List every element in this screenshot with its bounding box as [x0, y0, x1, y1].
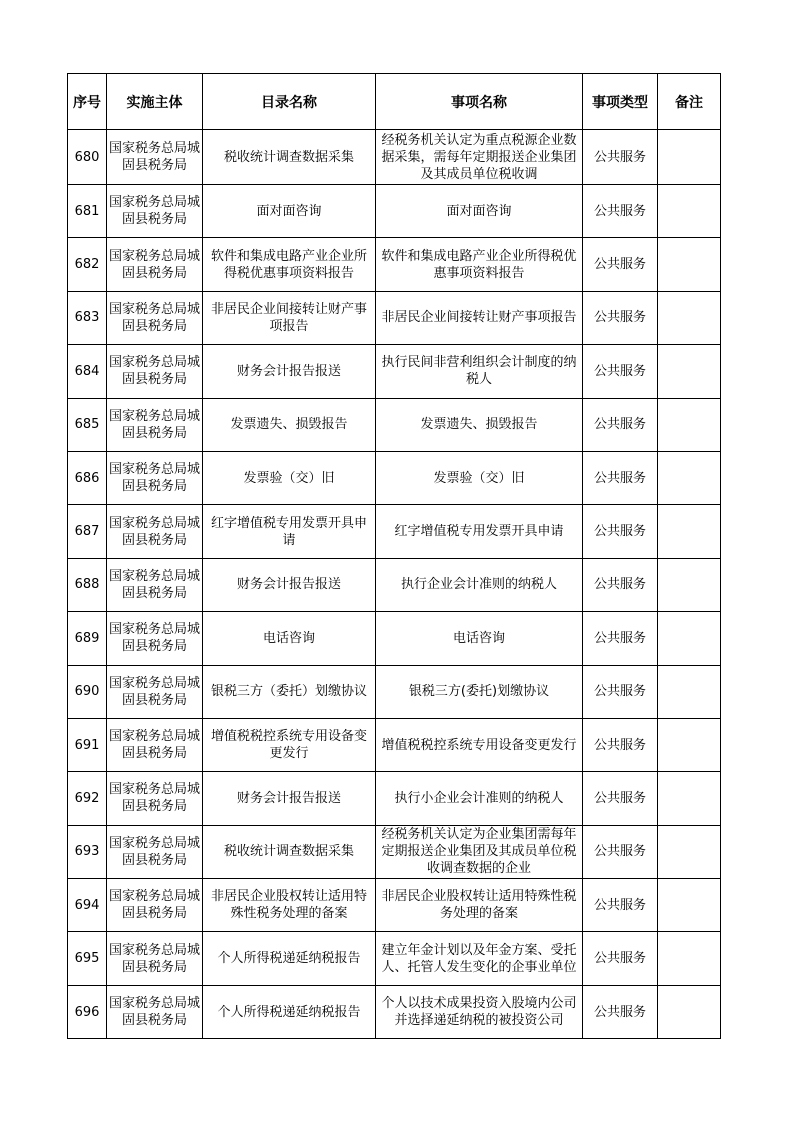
table-header: [68, 74, 721, 130]
cell-item-type: [583, 130, 658, 185]
cell-implementing-body-text: 国家税务总局城固县税务局: [109, 835, 200, 868]
cell-item-name-text: 建立年金计划以及年金方案、受托人、托管人发生变化的企事业单位: [381, 942, 577, 975]
table-row: [68, 718, 721, 771]
cell-item-name-text: 增值税税控系统专用设备变更发行: [381, 737, 577, 753]
cell-item-name-text: 软件和集成电路产业企业所得税优惠事项资料报告: [381, 248, 577, 281]
cell-serial-no: [68, 665, 107, 718]
cell-implementing-body: [107, 291, 203, 344]
table-row: [68, 238, 721, 291]
cell-catalog-name: [203, 345, 376, 398]
cell-item-name-text: 执行企业会计准则的纳税人: [400, 577, 557, 593]
cell-serial-no-text: 689: [74, 630, 100, 646]
cell-remarks: [658, 932, 721, 985]
cell-remarks: [658, 772, 721, 825]
cell-remarks: [658, 185, 721, 238]
cell-item-type-text: 公共服务: [593, 630, 646, 646]
cell-serial-no: [68, 772, 107, 825]
cell-catalog-name: [203, 505, 376, 558]
cell-catalog-name: [203, 130, 376, 185]
cell-serial-no-text: 696: [74, 1004, 100, 1020]
cell-serial-no: [68, 825, 107, 878]
cell-catalog-name-text: 财务会计报告报送: [236, 363, 341, 379]
cell-catalog-name-text: 税收统计调查数据采集: [223, 844, 354, 860]
cell-item-type-text: 公共服务: [593, 417, 646, 433]
cell-serial-no: [68, 130, 107, 185]
table-row: [68, 505, 721, 558]
cell-serial-no: [68, 932, 107, 985]
cell-catalog-name-text: 银税三方（委托）划缴协议: [210, 684, 367, 700]
cell-item-type-text: 公共服务: [593, 897, 646, 913]
cell-remarks: [658, 451, 721, 504]
cell-implementing-body: [107, 772, 203, 825]
cell-remarks: [658, 718, 721, 771]
cell-serial-no-text: 691: [74, 737, 100, 753]
cell-implementing-body-text: 国家税务总局城固县税务局: [109, 675, 200, 708]
cell-serial-no-text: 688: [74, 577, 100, 593]
table-row: [68, 612, 721, 665]
cell-implementing-body-text: 国家税务总局城固县税务局: [109, 515, 200, 548]
cell-remarks: [658, 825, 721, 878]
cell-catalog-name-text: 电话咨询: [262, 630, 315, 646]
cell-catalog-name: [203, 291, 376, 344]
cell-implementing-body-text: 国家税务总局城固县税务局: [109, 729, 200, 762]
cell-implementing-body: [107, 398, 203, 451]
cell-serial-no: [68, 985, 107, 1038]
cell-catalog-name: [203, 879, 376, 932]
cell-item-name-text: 执行小企业会计准则的纳税人: [394, 790, 564, 806]
cell-serial-no-text: 685: [74, 417, 100, 433]
cell-item-name: [376, 985, 583, 1038]
cell-implementing-body-text: 国家税务总局城固县税务局: [109, 462, 200, 495]
cell-item-type: [583, 505, 658, 558]
cell-implementing-body: [107, 505, 203, 558]
table-row: [68, 665, 721, 718]
table-row: [68, 825, 721, 878]
cell-catalog-name: [203, 985, 376, 1038]
cell-item-name-text: 非居民企业间接转让财产事项报告: [381, 310, 577, 326]
cell-catalog-name: [203, 612, 376, 665]
cell-catalog-name: [203, 772, 376, 825]
cell-item-name: [376, 612, 583, 665]
cell-item-type-text: 公共服务: [593, 149, 646, 165]
cell-catalog-name: [203, 932, 376, 985]
cell-item-type: [583, 985, 658, 1038]
cell-item-type: [583, 345, 658, 398]
cell-implementing-body: [107, 718, 203, 771]
cell-item-name-text: 红字增值税专用发票开具申请: [394, 524, 564, 540]
cell-remarks: [658, 558, 721, 611]
cell-remarks: [658, 985, 721, 1038]
cell-catalog-name-text: 财务会计报告报送: [236, 790, 341, 806]
cell-serial-no-text: 690: [74, 684, 100, 700]
cell-serial-no-text: 693: [74, 844, 100, 860]
cell-item-name: [376, 398, 583, 451]
cell-remarks: [658, 665, 721, 718]
cell-serial-no: [68, 718, 107, 771]
cell-item-type: [583, 718, 658, 771]
cell-serial-no: [68, 345, 107, 398]
cell-catalog-name: [203, 825, 376, 878]
cell-item-name-text: 经税务机关认定为重点税源企业数据采集，需每年定期报送企业集团及其成员单位税收调: [381, 132, 577, 182]
table-row: [68, 772, 721, 825]
cell-serial-no: [68, 879, 107, 932]
header-item-type: 事项类型: [583, 74, 658, 130]
cell-serial-no-text: 683: [74, 310, 100, 326]
cell-item-name: [376, 451, 583, 504]
table-row: [68, 932, 721, 985]
cell-catalog-name-text: 软件和集成电路产业企业所得税优惠事项资料报告: [210, 248, 367, 281]
cell-implementing-body-text: 国家税务总局城固县税务局: [109, 141, 200, 173]
cell-implementing-body-text: 国家税务总局城固县税务局: [109, 782, 200, 815]
cell-remarks: [658, 398, 721, 451]
cell-catalog-name: [203, 451, 376, 504]
service-items-table: [67, 73, 721, 1039]
cell-catalog-name-text: 增值税税控系统专用设备变更发行: [210, 729, 367, 762]
table-row: [68, 291, 721, 344]
cell-serial-no: [68, 505, 107, 558]
cell-serial-no-text: 684: [74, 363, 100, 379]
cell-item-type: [583, 238, 658, 291]
table-row: [68, 558, 721, 611]
cell-item-type: [583, 879, 658, 932]
cell-item-type: [583, 558, 658, 611]
cell-implementing-body: [107, 558, 203, 611]
cell-item-type-text: 公共服务: [593, 203, 646, 219]
cell-serial-no: [68, 238, 107, 291]
cell-item-type-text: 公共服务: [593, 257, 646, 273]
cell-item-type: [583, 612, 658, 665]
cell-item-name-text: 执行民间非营利组织会计制度的纳税人: [381, 355, 577, 388]
cell-implementing-body-text: 国家税务总局城固县税务局: [109, 195, 200, 228]
cell-implementing-body-text: 国家税务总局城固县税务局: [109, 889, 200, 922]
cell-implementing-body-text: 国家税务总局城固县税务局: [109, 355, 200, 388]
cell-item-name: [376, 185, 583, 238]
cell-catalog-name-text: 发票遗失、损毁报告: [230, 417, 348, 433]
cell-item-name: [376, 505, 583, 558]
cell-item-name-text: 个人以技术成果投资入股境内公司并选择递延纳税的被投资公司: [381, 996, 577, 1029]
cell-serial-no: [68, 185, 107, 238]
cell-catalog-name-text: 非居民企业间接转让财产事项报告: [210, 301, 367, 334]
cell-serial-no-text: 686: [74, 470, 100, 486]
table-row: [68, 879, 721, 932]
cell-remarks: [658, 345, 721, 398]
cell-implementing-body: [107, 932, 203, 985]
cell-item-type: [583, 665, 658, 718]
cell-implementing-body-text: 国家税务总局城固县税务局: [109, 942, 200, 975]
cell-remarks: [658, 612, 721, 665]
cell-implementing-body-text: 国家税务总局城固县税务局: [109, 248, 200, 281]
cell-serial-no: [68, 451, 107, 504]
header-row: [68, 74, 721, 130]
cell-item-type-text: 公共服务: [593, 684, 646, 700]
header-item-name: 事项名称: [376, 74, 583, 130]
cell-catalog-name: [203, 665, 376, 718]
cell-implementing-body: [107, 825, 203, 878]
cell-catalog-name: [203, 558, 376, 611]
header-serial-no: 序号: [68, 74, 107, 130]
cell-item-type: [583, 932, 658, 985]
cell-serial-no: [68, 612, 107, 665]
cell-item-type-text: 公共服务: [593, 310, 646, 326]
cell-catalog-name-text: 个人所得税递延纳税报告: [217, 951, 361, 967]
cell-item-name-text: 银税三方(委托)划缴协议: [408, 684, 550, 700]
cell-implementing-body-text: 国家税务总局城固县税务局: [109, 568, 200, 601]
cell-item-name-text: 发票遗失、损毁报告: [420, 417, 538, 433]
cell-remarks: [658, 238, 721, 291]
cell-implementing-body: [107, 985, 203, 1038]
cell-catalog-name-text: 税收统计调查数据采集: [223, 149, 354, 165]
cell-item-type: [583, 772, 658, 825]
cell-item-name-text: 非居民企业股权转让适用特殊性税务处理的备案: [381, 889, 577, 922]
cell-implementing-body-text: 国家税务总局城固县税务局: [109, 996, 200, 1029]
cell-serial-no: [68, 398, 107, 451]
cell-remarks: [658, 291, 721, 344]
cell-item-type: [583, 291, 658, 344]
table-row: [68, 398, 721, 451]
cell-implementing-body: [107, 345, 203, 398]
cell-implementing-body-text: 国家税务总局城固县税务局: [109, 622, 200, 655]
cell-item-type: [583, 825, 658, 878]
cell-item-name: [376, 291, 583, 344]
cell-remarks: [658, 130, 721, 185]
cell-catalog-name-text: 财务会计报告报送: [236, 577, 341, 593]
cell-catalog-name-text: 个人所得税递延纳税报告: [217, 1004, 361, 1020]
cell-catalog-name: [203, 718, 376, 771]
cell-item-name-text: 面对面咨询: [446, 203, 512, 219]
cell-serial-no-text: 692: [74, 790, 100, 806]
cell-catalog-name-text: 面对面咨询: [256, 203, 322, 219]
cell-implementing-body: [107, 185, 203, 238]
table-row: [68, 185, 721, 238]
cell-item-name: [376, 879, 583, 932]
cell-item-name: [376, 238, 583, 291]
cell-catalog-name-text: 非居民企业股权转让适用特殊性税务处理的备案: [210, 889, 367, 922]
cell-catalog-name-text: 发票验（交）旧: [243, 470, 335, 486]
cell-item-name: [376, 558, 583, 611]
cell-item-name-text: 电话咨询: [452, 630, 505, 646]
cell-implementing-body: [107, 879, 203, 932]
cell-item-type-text: 公共服务: [593, 470, 646, 486]
cell-item-type-text: 公共服务: [593, 1004, 646, 1020]
cell-item-name: [376, 130, 583, 185]
table-row: [68, 985, 721, 1038]
cell-serial-no-text: 681: [74, 203, 100, 219]
header-catalog-name: 目录名称: [203, 74, 376, 130]
cell-item-type: [583, 398, 658, 451]
cell-item-type: [583, 451, 658, 504]
cell-serial-no-text: 695: [74, 951, 100, 967]
cell-item-type-text: 公共服务: [593, 737, 646, 753]
cell-remarks: [658, 505, 721, 558]
cell-implementing-body-text: 国家税务总局城固县税务局: [109, 408, 200, 441]
cell-remarks: [658, 879, 721, 932]
header-remarks: 备注: [658, 74, 721, 130]
cell-item-name-text: 经税务机关认定为企业集团需每年定期报送企业集团及其成员单位税收调查数据的企业: [381, 827, 577, 877]
cell-item-type-text: 公共服务: [593, 363, 646, 379]
cell-serial-no: [68, 558, 107, 611]
cell-item-name-text: 发票验（交）旧: [433, 470, 525, 486]
cell-serial-no: [68, 291, 107, 344]
cell-item-type-text: 公共服务: [593, 790, 646, 806]
cell-implementing-body-text: 国家税务总局城固县税务局: [109, 301, 200, 334]
cell-item-name: [376, 665, 583, 718]
cell-item-name: [376, 345, 583, 398]
cell-item-name: [376, 825, 583, 878]
cell-item-type-text: 公共服务: [593, 844, 646, 860]
table-row: [68, 345, 721, 398]
table-body: [68, 130, 721, 1039]
cell-item-type-text: 公共服务: [593, 951, 646, 967]
cell-serial-no-text: 680: [74, 149, 100, 165]
cell-catalog-name: [203, 238, 376, 291]
cell-item-type: [583, 185, 658, 238]
table-row: [68, 451, 721, 504]
cell-catalog-name-text: 红字增值税专用发票开具申请: [210, 515, 367, 548]
cell-catalog-name: [203, 398, 376, 451]
cell-implementing-body: [107, 665, 203, 718]
cell-catalog-name: [203, 185, 376, 238]
cell-implementing-body: [107, 451, 203, 504]
cell-serial-no-text: 687: [74, 524, 100, 540]
header-implementing-body: 实施主体: [107, 74, 203, 130]
cell-item-name: [376, 718, 583, 771]
cell-implementing-body: [107, 130, 203, 185]
cell-item-name: [376, 932, 583, 985]
cell-implementing-body: [107, 238, 203, 291]
cell-implementing-body: [107, 612, 203, 665]
cell-item-type-text: 公共服务: [593, 577, 646, 593]
cell-item-name: [376, 772, 583, 825]
cell-item-type-text: 公共服务: [593, 524, 646, 540]
cell-serial-no-text: 682: [74, 257, 100, 273]
table-row: [68, 130, 721, 185]
cell-serial-no-text: 694: [74, 897, 100, 913]
